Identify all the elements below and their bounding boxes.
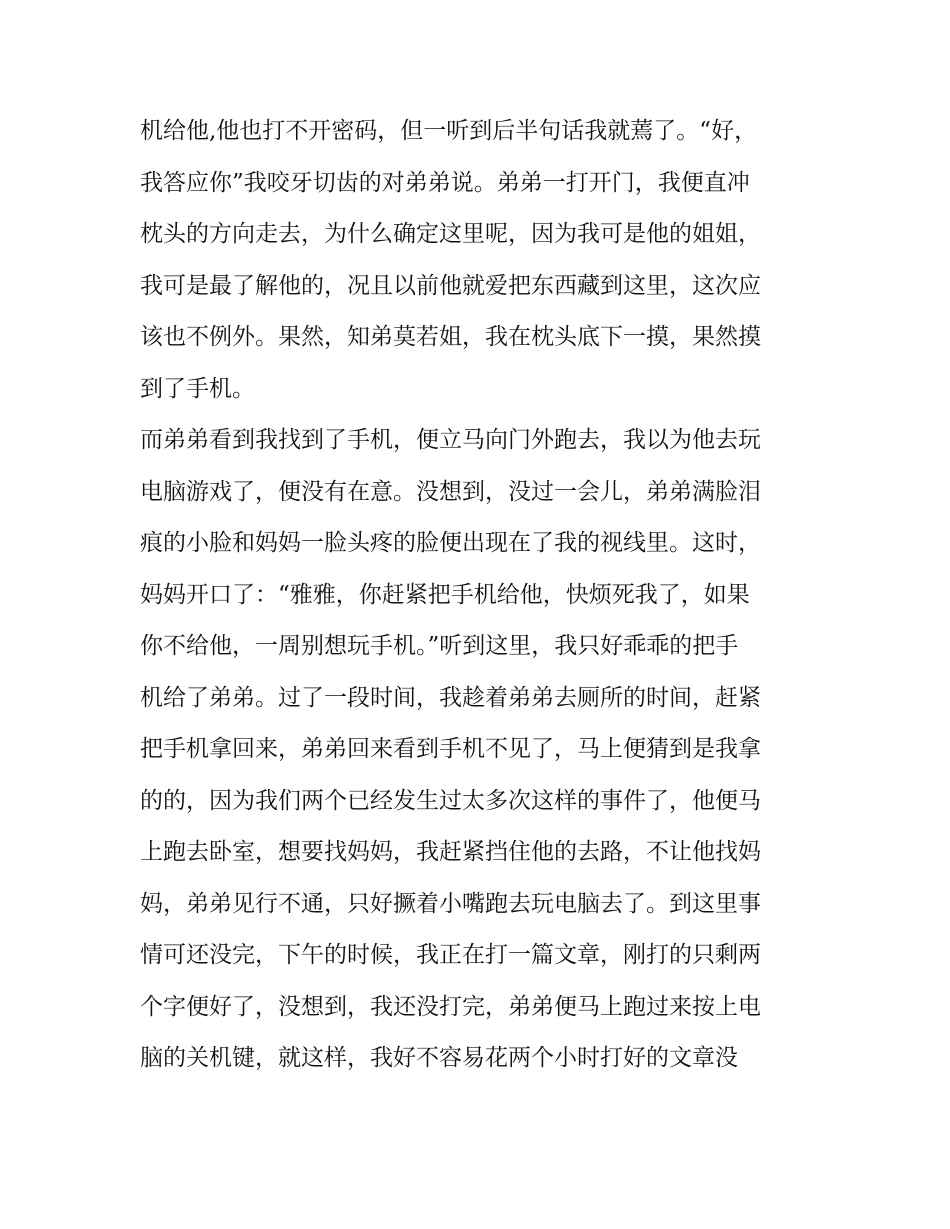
text-line: 机给了弟弟。过了一段时间，我趁着弟弟去厕所的时间，赶紧 <box>140 684 761 711</box>
text-line: 我可是最了解他的，况且以前他就爱把东西藏到这里，这次应 <box>140 272 761 299</box>
text-line: 痕的小脸和妈妈一脸头疼的脸便出现在了我的视线里。这时， <box>140 530 761 556</box>
text-line: 把手机拿回来，弟弟回来看到手机不见了，马上便猜到是我拿 <box>140 736 761 762</box>
text-line: 我答应你”我咬牙切齿的对弟弟说。弟弟一打开门，我便直冲 <box>140 169 750 196</box>
body-text <box>140 106 820 1085</box>
text-line: 而弟弟看到我找到了手机，便立马向门外跑去，我以为他去玩 <box>140 427 761 453</box>
text-line: 机给他,他也打不开密码，但一听到后半句话我就蔫了。“好， <box>140 118 758 144</box>
text-line: 妈妈开口了：“雅雅，你赶紧把手机给他，快烦死我了，如果 <box>140 581 750 608</box>
text-line: 的的，因为我们两个已经发生过太多次这样的事件了，他便马 <box>140 787 761 814</box>
text-line: 你不给他，一周别想玩手机。”听到这里，我只好乖乖的把手 <box>140 633 739 659</box>
text-line: 妈，弟弟见行不通，只好撅着小嘴跑去玩电脑去了。到这里事 <box>140 890 761 917</box>
text-line: 到了手机。 <box>140 375 255 402</box>
text-line: 枕头的方向走去，为什么确定这里呢，因为我可是他的姐姐， <box>140 221 761 247</box>
text-line: 个字便好了，没想到，我还没打完，弟弟便马上跑过来按上电 <box>140 993 761 1020</box>
text-line: 脑的关机键，就这样，我好不容易花两个小时打好的文章没 <box>140 1045 738 1071</box>
text-line: 上跑去卧室，想要找妈妈，我赶紧挡住他的去路，不让他找妈 <box>140 839 761 865</box>
text-line: 情可还没完，下午的时候，我正在打一篇文章，刚打的只剩两 <box>140 942 761 968</box>
text-line: 电脑游戏了，便没有在意。没想到，没过一会儿，弟弟满脸泪 <box>140 478 761 505</box>
text-line: 该也不例外。果然，知弟莫若姐，我在枕头底下一摸，果然摸 <box>140 324 761 350</box>
